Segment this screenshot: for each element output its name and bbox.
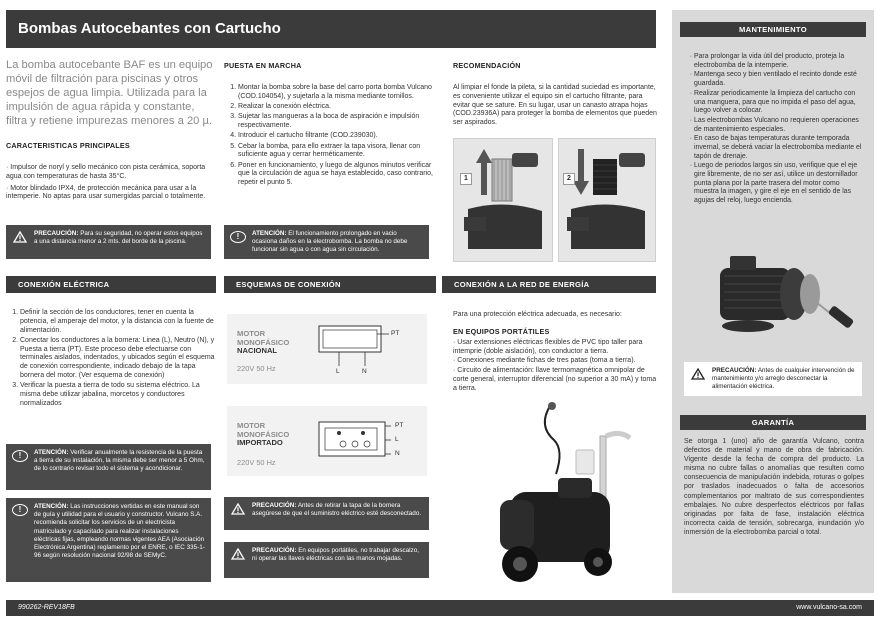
list-item: 2. Conectar los conductores a la bornera: Linea (L), Neutro (N), y Puesta a tierra (PT). Este proceso debe efectuarse con terminales aislados, indentados, y ubicados según el esquema de conexión correspondiente, indicado debajo de la tapa bornera del motor. (Ver esquema de conexión) (20, 337, 216, 381)
list-item: · En caso de bajas temperaturas durante temporada invernal, se deberá vaciar la electrobomba mediante el tapón de drenaje. (694, 135, 864, 161)
note-text: El funcionamiento prolongado en vacio ocasiona daños en la electrobomba. La bomba no debe funcionar sin agua o con agua sin circulación. (252, 230, 408, 254)
filter-photo-1 (453, 138, 553, 262)
list-item: 3. Verificar la puesta a tierra de todo su sistema eléctrico. La misma debe utilizar jabalina, morcetos y conductores normalizados (20, 382, 216, 408)
voltage-label: 220V 50 Hz (237, 364, 276, 373)
list-item: Conexiones mediante fichas de tres patas (toma a tierra). (457, 357, 636, 365)
red-subheading: EN EQUIPOS PORTÁTILES (453, 326, 550, 336)
document-code: 990262-REV18FB (18, 604, 75, 611)
garantia-text: Se otorga 1 (uno) año de garantía Vulcano, contra defectos de material y mano de obra de fabricación. Vigente desde la fecha de compra del producto. La misma no cubre fallas o anomalías que resulten como consecuencia de manipulación indebida, roturas o golpes por traslados inadecuados o falta de accesorios complementarios por maltrato de sus correspondientes embalajes. No cubre desperfectos eléctricos por fallas originadas por falta de fase, instalación eléctrica incorrecta caida de tensión, sobrecarga, inundación y/o inmersión de la electrobomba parcial o total. (684, 438, 864, 536)
terminal-n: N (395, 450, 400, 457)
pump-filter-illustration (454, 139, 554, 263)
warning-icon (690, 368, 706, 380)
intro-text: La bomba autocebante BAF es un equipo móvil de filtración para piscinas y otros espejos de agua limpia. Utilizada para la impulsión de agua rápida y constante, filtra y retiene impurezas menores a 20 µ. (6, 59, 213, 127)
filter-photo-2 (558, 138, 656, 262)
puesta-heading: PUESTA EN MARCHA (224, 61, 302, 70)
terminal-pt: PT (391, 330, 400, 337)
list-item: 1. Montar la bomba sobre la base del carro porta bomba Vulcano (COD.104054), y sujetarla a la misma mediante tornillos. (238, 84, 434, 102)
list-item: 6. Poner en funcionamiento, y luego de algunos minutos verificar que la circulación de agua se haya establecido, caso contrario, repetir el punto 5. (238, 162, 434, 188)
note-label: ATENCIÓN: (252, 230, 287, 237)
figure-number: 2 (563, 173, 575, 185)
atencion-note (6, 444, 211, 490)
mantenimiento-list (684, 53, 864, 207)
precaucion-note (224, 542, 429, 578)
esquema-label: MOTOR MONOFÁSICO IMPORTADO (237, 421, 290, 448)
note-text: Verificar anualmente la resistencia de la puesta a tierra de su instalación, la misma debe ser menor a 5 Ohm, de lo contrario revisar todo el sistema y acondicionar. (34, 449, 205, 473)
list-item: 2. Realizar la conexión eléctrica. (238, 103, 434, 112)
note-label: PRECAUCIÓN: (252, 547, 297, 554)
note-text: Antes de retirar la tapa de la bornera asegúrese de que el suministro eléctrico esté desconectado. (252, 502, 422, 518)
info-icon: ! (12, 450, 28, 462)
list-item: 1. Definir la sección de los conductores, tener en cuenta la potencia, el amperaje del motor, y la distancia con la fuente de alimentación. (20, 309, 216, 335)
red-intro: Para una protección eléctrica adecuada, es necesario: (453, 311, 622, 318)
precaucion-note (684, 362, 862, 396)
footer-bar (6, 600, 874, 616)
motor-screwdriver-photo (690, 246, 860, 350)
list-item: 5. Cebar la bomba, para ello extraer la tapa visora, llenar con suficiente agua y cerrar herméticamente. (238, 143, 434, 161)
atencion-note (6, 498, 211, 582)
wiring-diagram-importado (317, 414, 397, 472)
terminal-l: L (336, 368, 340, 375)
list-item: · Las electrobombas Vulcano no requieren operaciones de mantenimiento especiales. (694, 117, 864, 134)
esquema-importado (227, 406, 427, 476)
recomendacion-heading: RECOMENDACIÓN (453, 61, 521, 70)
info-icon: ! (12, 504, 28, 516)
website-url: www.vulcano-sa.com (796, 604, 862, 611)
warning-icon (12, 231, 28, 243)
note-text: Antes de cualquier intervención de mantenimiento y/o arreglo desconectar la alimentación eléctrica. (712, 367, 855, 391)
note-label: ATENCIÓN: (34, 449, 69, 456)
terminal-n: N (362, 368, 367, 375)
note-label: ATENCIÓN: (34, 503, 69, 510)
caracteristicas-heading: CARACTERISTICAS PRINCIPALES (6, 141, 130, 150)
list-item: 3. Sujetar las mangueras a la boca de aspiración e impulsión respectivamente. (238, 113, 434, 131)
garantia-bar: GARANTÍA (680, 415, 866, 430)
conexion-steps (6, 309, 216, 408)
list-item: · Luego de periodos largos sin uso, verifique que el eje gire libremente, de no ser así, utilice un destornillador punta plana por la parte trasera del motor como muestra la imagen, y gire el eje en el sentido de las agujas del reloj, luego encienda. (694, 162, 864, 205)
pump-basket-illustration (559, 139, 657, 263)
list-item: 4. Introducir el cartucho filtrante (COD.239030). (238, 132, 434, 141)
note-label: PRECAUCIÓN: (34, 230, 79, 237)
caracteristicas-section (6, 141, 216, 202)
list-item: · Para prolongar la vida útil del producto, proteja la electrobomba de la intemperie. (694, 53, 864, 70)
wiring-diagram-nacional (317, 322, 400, 380)
recomendacion-section (453, 61, 657, 128)
voltage-label: 220V 50 Hz (237, 458, 276, 467)
caracteristicas-list (6, 164, 216, 202)
page-title: Bombas Autocebantes con Cartucho (6, 10, 656, 48)
recomendacion-text: Al limpiar el fonde la pileta, si la cantidad suciedad es importante, es conveniente utilizar el equipo sin el cartucho filtrante, para evitar que se sature. En su lugar, usar un canasto atrapa hojas (COD.23936A) para proteger la bomba de elementos que pueden ser aspirados. (453, 84, 657, 126)
esquema-nacional (227, 314, 427, 384)
precaucion-note (224, 497, 429, 530)
terminal-pt: PT (395, 422, 404, 429)
note-text: Las instrucciones vertidas en este manual son de guía y utilidad para el usuario y constructor. Vulcano S.A. recomienda solicitar los servicios de un electricista matriculado y capacitado para realizar instalaciones eléctricas fijas, empleando normas vigentes AEA (Asociación Electrónica Argentina) reglamento por el ENRE, o IEC 335-1-96 según resolución nacional 92/98 de SEMyC. (34, 503, 205, 560)
note-label: PRECAUCIÓN: (252, 502, 297, 509)
esquema-label: MOTOR MONOFÁSICO NACIONAL (237, 329, 290, 356)
note-text: Para su seguridad, no operar estos equipos a una distancia menor a 2 mts. del borde de la piscina. (34, 230, 203, 246)
list-item: · Realizar periodicamente la limpieza del cartucho con una manguera, para que no impida el paso del agua, luego volver a colocar. (694, 90, 864, 116)
conexion-electrica-bar: CONEXIÓN ELÉCTRICA (6, 276, 216, 293)
precaucion-note (6, 225, 211, 259)
esquemas-bar: ESQUEMAS DE CONEXIÓN (224, 276, 436, 293)
puesta-steps (224, 84, 434, 188)
red-list: · Usar extensiones eléctricas flexibles de PVC tipo taller para intemprie (doble aislación), con conductor a tierra. · Conexiones mediante fichas de tres patas (toma a tierra). · Circuito de alimentación: llave termomagnética omnipolar de corte general, interruptor diferencial (no superior a 30 mA) y toma a tierra. (453, 338, 657, 392)
note-label: PRECAUCIÓN: (712, 367, 757, 374)
red-section (453, 311, 657, 393)
warning-icon (230, 548, 246, 560)
mantenimiento-bar: MANTENIMIENTO (680, 22, 866, 37)
puesta-section (224, 61, 434, 189)
list-item: Circuito de alimentación: llave termomagnética omnipolar de corte general, interruptor diferencial (no superior a 30 mA) y toma a tierra. (453, 367, 657, 392)
list-item: · Mantenga seco y bien ventilado el recinto donde esté guardada. (694, 71, 864, 88)
list-item: Usar extensiones eléctricas flexibles de PVC tipo taller para intemprie (doble aislación), con conductor a tierra. (453, 338, 643, 355)
red-energia-bar: CONEXIÓN A LA RED DE ENERGÍA (442, 276, 656, 293)
note-text: En equipos portátiles, no trabajar descalzo, ni operar las llaves eléctricas con las manos mojadas. (252, 547, 419, 563)
terminal-l: L (395, 436, 399, 443)
warning-icon (230, 503, 246, 515)
atencion-note (224, 225, 429, 259)
portable-pump-photo (480, 396, 650, 591)
list-item: · Impulsor de noryl y sello mecánico con pista cerámica, soporta agua con temperaturas de hasta 35°C. (6, 164, 206, 180)
conexion-section (6, 309, 216, 410)
list-item: · Motor blindado IPX4, de protección mecánica para usar a la intemperie. No aptas para usar sumergidas parcial o totalmente. (6, 184, 206, 201)
figure-number: 1 (460, 173, 472, 185)
info-icon: ! (230, 231, 246, 243)
